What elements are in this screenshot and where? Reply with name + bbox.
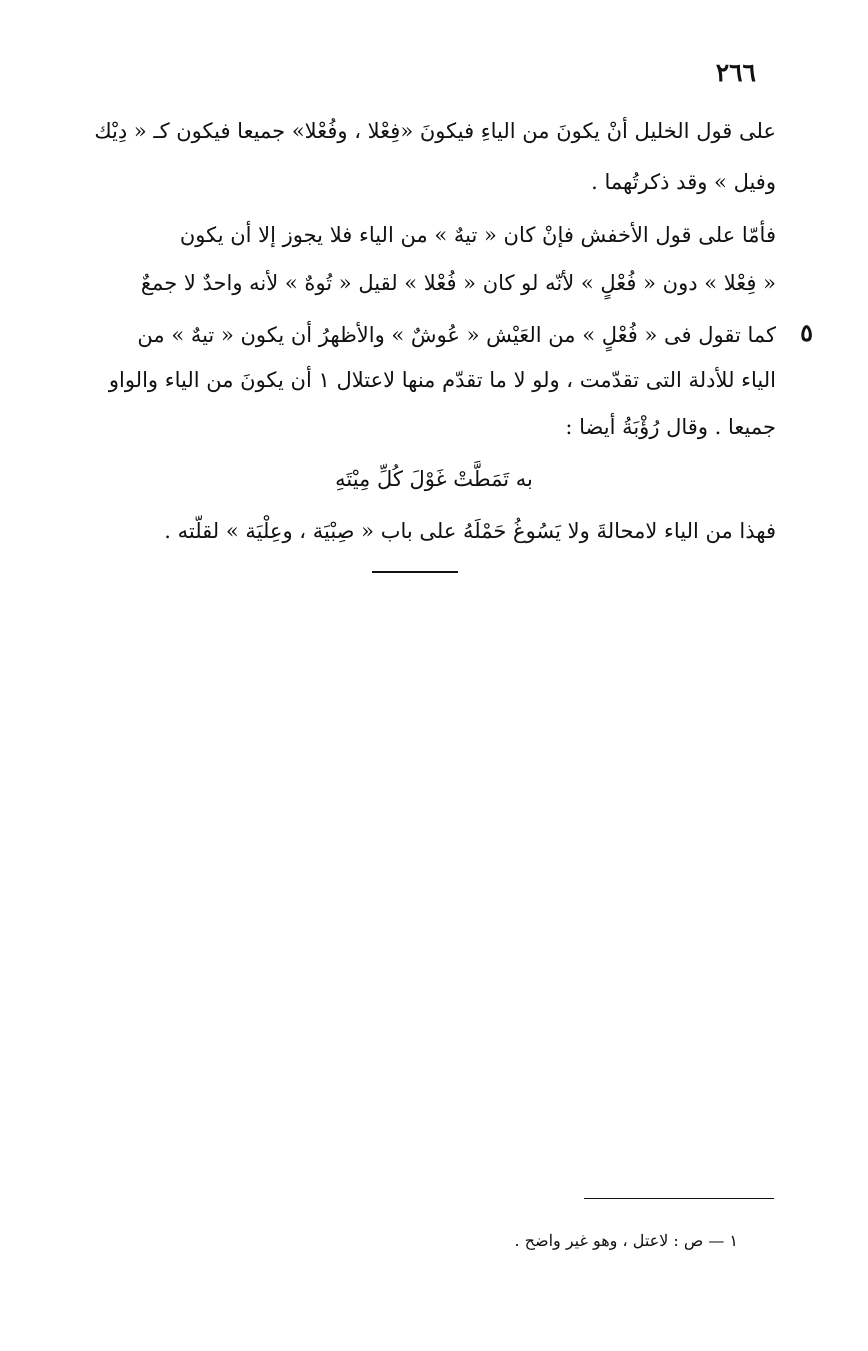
line-number-marker: ٥	[800, 318, 813, 347]
page-number: ٢٦٦	[715, 58, 756, 87]
section-divider	[372, 571, 458, 573]
text-line-8: فهذا من الياء لامحالةَ ولا يَسُوغُ حَمْلَهُ على باب « صِبْيَة ، وعِلْيَة » لقلّته .	[164, 519, 776, 543]
text-line-1: على قول الخليل أنْ يكونَ من الياءِ فيكونَ «فِعْلا ، وفُعْلا» جميعا فيكون كـ « دِيْك	[94, 119, 776, 143]
footnote-divider	[584, 1198, 774, 1199]
text-line-3: فأمّا على قول الأخفش فإنْ كان « تيهٌ » من الياء فلا يجوز إلا أن يكون	[179, 223, 776, 247]
text-line-4: « فِعْلا » دون « فُعْلٍ » لأنّه لو كان « فُعْلا » لقيل « تُوهٌ » لأنه واحدٌ لا جمعٌ	[140, 271, 776, 295]
footnote: ١ — ص : لاعتل ، وهو غير واضح .	[514, 1231, 738, 1250]
text-line-2: وفيل » وقد ذكرتُهما .	[591, 170, 776, 194]
text-line-5: كما تقول فى « فُعْلٍ » من العَيْش « عُوشٌ » والأظهرُ أن يكون « تيهٌ » من	[137, 323, 776, 347]
text-line-6: الياء للأدلة التى تقدّمت ، ولو لا ما تقدّم منها لاعتلال ١ أن يكونَ من الياء والواو	[108, 368, 776, 392]
text-line-7: جميعا . وقال رُؤْبَةُ أيضا :	[565, 415, 776, 439]
poetry-verse: به تَمَطَّتْ غَوْلَ كُلِّ مِيْتَهِ	[335, 467, 533, 491]
